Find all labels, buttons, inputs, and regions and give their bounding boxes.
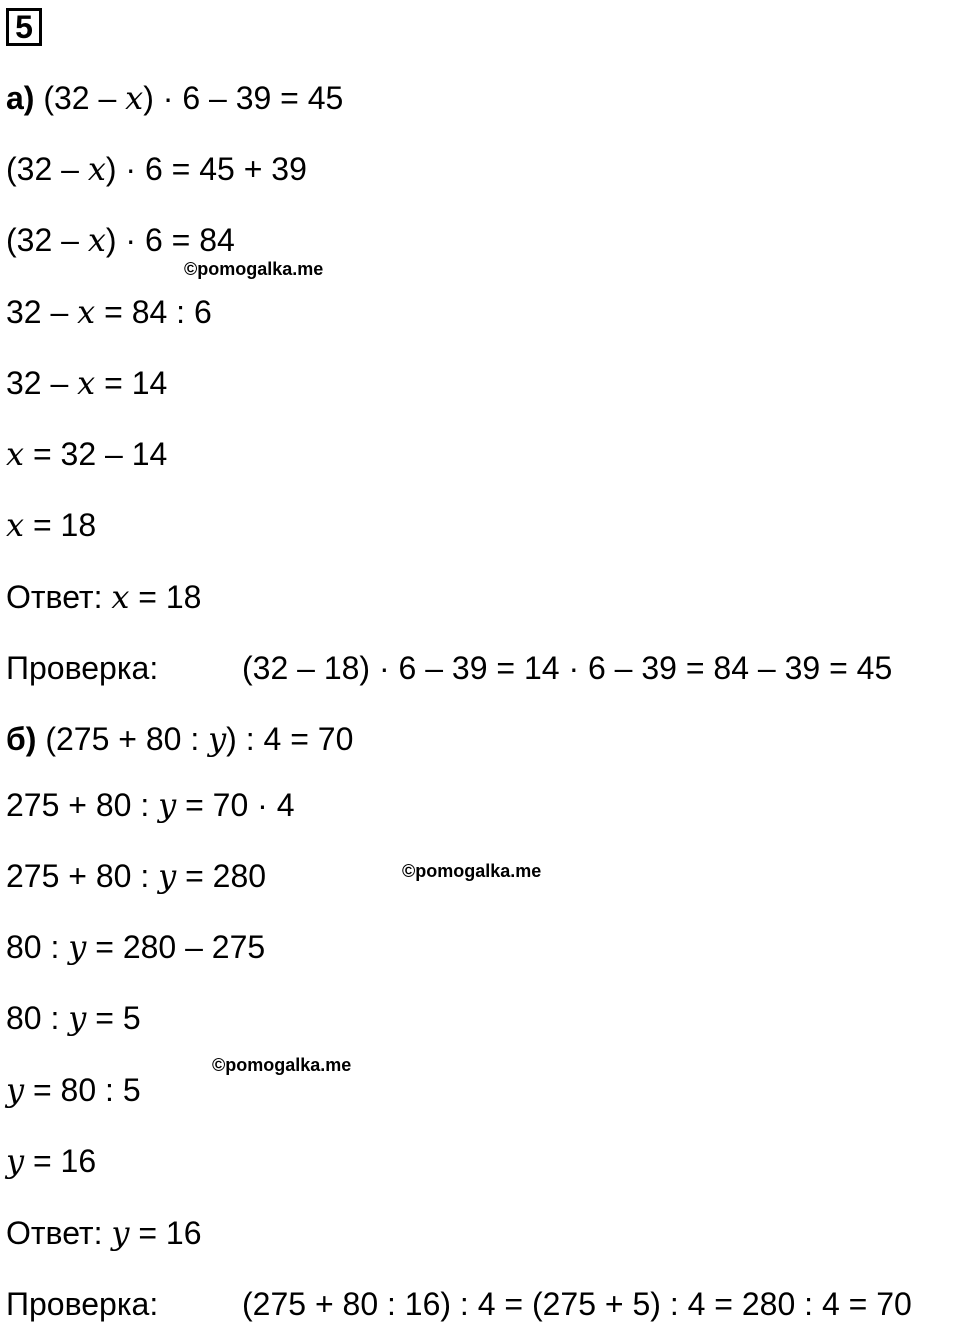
part-a-step-2 — [6, 220, 235, 260]
variable-x: x — [77, 293, 96, 331]
part-b-step-2 — [6, 856, 266, 896]
variable-y: y — [6, 1071, 25, 1109]
task-number-box: 5 — [6, 8, 42, 46]
part-b-check — [6, 1284, 956, 1324]
part-a-step-3 — [6, 292, 212, 332]
equation-text: = 5 — [86, 1000, 141, 1036]
equation-text: (275 + 80 : — [36, 721, 209, 757]
variable-y: y — [6, 1142, 25, 1180]
equation-text: (32 – — [6, 222, 88, 258]
check-label: Проверка: — [6, 650, 159, 686]
part-a-equation-line — [6, 78, 343, 118]
equation-text: ) · 6 = 45 + 39 — [105, 151, 307, 187]
equation-text: (32 – — [6, 151, 88, 187]
equation-text: ) : 4 = 70 — [226, 721, 354, 757]
equation-text: = 84 : 6 — [95, 294, 212, 330]
part-a-step-6 — [6, 505, 96, 545]
equation-text: 32 – — [6, 365, 78, 401]
part-b-step-3 — [6, 927, 265, 967]
part-a-label: а) — [6, 80, 35, 116]
part-b-step-4 — [6, 998, 141, 1038]
answer-text: = 18 — [129, 579, 202, 615]
equation-text: 80 : — [6, 929, 69, 965]
part-a-step-1 — [6, 149, 307, 189]
equation-text: = 280 – 275 — [86, 929, 266, 965]
variable-x: x — [6, 435, 25, 473]
equation-text: = 70 · 4 — [176, 787, 295, 823]
variable-x: x — [6, 506, 25, 544]
check-expression: (275 + 80 : 16) : 4 = (275 + 5) : 4 = 280 : 4 = 70 — [242, 1286, 912, 1322]
equation-text: 32 – — [6, 294, 78, 330]
equation-text: ) · 6 – 39 = 45 — [143, 80, 344, 116]
answer-text: Ответ: — [6, 579, 112, 615]
part-b-step-1 — [6, 785, 295, 825]
variable-x: x — [111, 578, 130, 616]
variable-x: x — [87, 150, 106, 188]
part-b-label: б) — [6, 721, 37, 757]
watermark: ©pomogalka.me — [212, 1055, 352, 1075]
equation-text: = 280 — [176, 858, 267, 894]
part-b-step-6 — [6, 1141, 96, 1181]
equation-text: = 16 — [24, 1143, 97, 1179]
variable-y: y — [208, 720, 227, 758]
variable-y: y — [158, 857, 177, 895]
variable-y: y — [68, 999, 87, 1037]
part-a-step-5 — [6, 434, 167, 474]
watermark: ©pomogalka.me — [184, 259, 324, 279]
variable-y: y — [111, 1214, 130, 1252]
watermark: ©pomogalka.me — [402, 861, 542, 881]
variable-x: x — [125, 79, 144, 117]
equation-text: 80 : — [6, 1000, 69, 1036]
variable-x: x — [77, 364, 96, 402]
variable-x: x — [87, 221, 106, 259]
answer-text: = 16 — [129, 1215, 202, 1251]
check-label: Проверка: — [6, 1286, 159, 1322]
part-a-answer — [6, 577, 201, 617]
part-a-step-4 — [6, 363, 167, 403]
check-expression: (32 – 18) · 6 – 39 = 14 · 6 – 39 = 84 – 39 = 45 — [242, 650, 893, 686]
equation-text: = 18 — [24, 507, 97, 543]
part-b-equation-line — [6, 719, 353, 759]
part-b-answer — [6, 1213, 202, 1253]
equation-text: 275 + 80 : — [6, 787, 159, 823]
part-b-step-5 — [6, 1070, 141, 1110]
equation-text: (32 – — [34, 80, 126, 116]
variable-y: y — [158, 786, 177, 824]
equation-text: ) · 6 = 84 — [105, 222, 235, 258]
equation-text: = 14 — [95, 365, 168, 401]
variable-y: y — [68, 928, 87, 966]
equation-text: 275 + 80 : — [6, 858, 159, 894]
equation-text: = 32 – 14 — [24, 436, 168, 472]
answer-text: Ответ: — [6, 1215, 112, 1251]
part-a-check — [6, 648, 946, 688]
equation-text: = 80 : 5 — [24, 1072, 141, 1108]
